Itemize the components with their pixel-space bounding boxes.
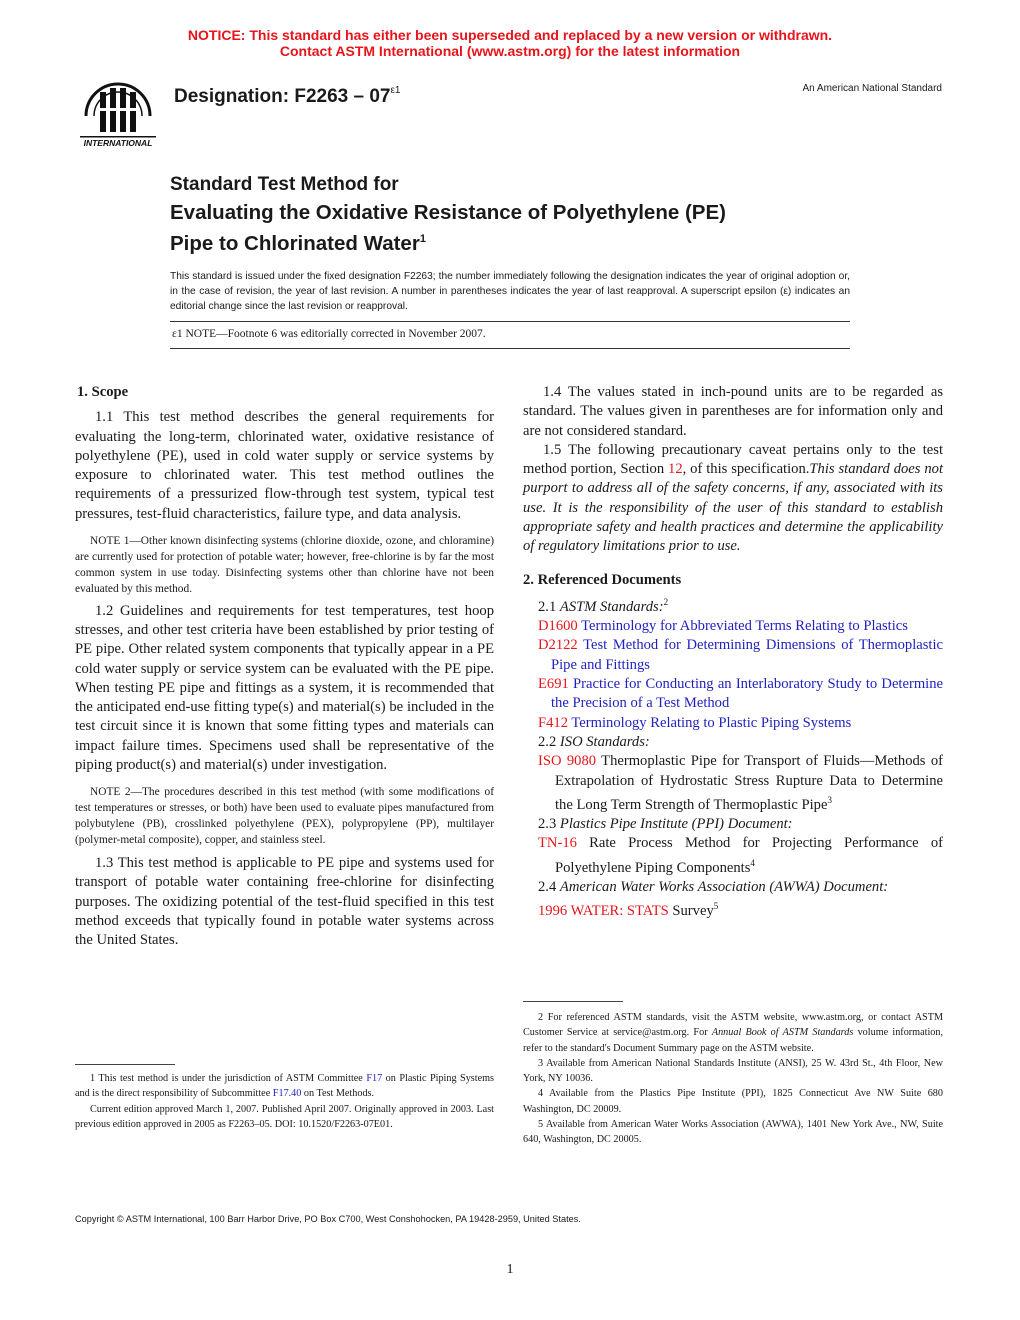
astm-logo xyxy=(76,72,160,150)
left-column xyxy=(75,383,494,950)
astm-ref-item xyxy=(523,714,943,733)
designation-label: Designation: F2263 – 07 xyxy=(174,86,391,107)
ppi-ref xyxy=(523,834,943,877)
iso-label: ISO Standards: xyxy=(559,733,650,750)
fn1-text-b: on Plastic Piping Systems and is the direct responsibility of Subcommittee xyxy=(75,1073,495,1100)
iso-sup: 3 xyxy=(827,794,832,805)
para-1-2: 1.2 Guidelines and requirements for test temperatures, test hoop stresses, and other test criteria have been established by prior testing of PE pipe. Other related system components that typically appear in a PE cold water supply or service system can be evaluated with the PE pipe. When testing PE pipe and fittings as a system, it is recommended that the anticipated end-use fitting type(s) and material(s) be included in the test circuit since it is known that some fitting types and materials can impact failure times. Specimens used shall be representative of the piping product(s) and material(s) under investigation. xyxy=(75,602,494,774)
note-2: NOTE 2—The procedures described in this test method (with some modifications of test temperatures or stresses, or both) have been used to evaluate pipes manufactured from polybutylene (PB), crosslinked polyethylene (PEX), polypropylene (PP), multilayer (polymer-metal composite), copper, and stainless steel. xyxy=(75,786,494,847)
fn2-italic: Annual Book of ASTM Standards xyxy=(711,1027,854,1039)
note-1: NOTE 1—Other known disinfecting systems (chlorine dioxide, ozone, and chloramine) are currently used for protection of potable water; however, free-chlorine is by far the most common system in use today. Disinfecting systems other than chlorine have not been evaluated by this method. xyxy=(75,535,494,595)
scope-heading: 1. Scope xyxy=(77,384,129,400)
divider-bottom xyxy=(170,348,850,349)
ref-code-link[interactable]: D2122 xyxy=(538,637,578,654)
ref-title-link[interactable]: Terminology for Abbreviated Terms Relating to Plastics xyxy=(581,618,908,635)
awwa-num: 2.4 xyxy=(538,878,557,895)
editorial-note: ε1 NOTE—Footnote 6 was editorially corrected in November 2007. xyxy=(172,328,486,340)
ppi-label-text: Plastics Pipe Institute (PPI) Document: xyxy=(559,815,793,832)
footnote-divider-left xyxy=(75,1064,175,1065)
astm-ref-item xyxy=(523,675,943,714)
title-line-3 xyxy=(170,226,870,257)
fn2-text-a: 2 For referenced ASTM standards, visit the ASTM website, www.astm.org, or contact ASTM Customer Service at service@astm.org. For xyxy=(523,1012,943,1039)
tn-16-link[interactable]: TN-16 xyxy=(538,835,577,852)
iso-num: 2.2 xyxy=(538,733,557,750)
para-1-3: 1.3 This test method is applicable to PE pipe and systems used for transport of potable water containing free-chlorine for disinfecting purposes. The oxidizing potential of the test-fluid specified in this test method exceeds that typically found in potable water systems across the United States. xyxy=(75,855,494,949)
title-main xyxy=(170,200,870,257)
page-number: 1 xyxy=(506,1262,514,1277)
astm-num: 2.1 xyxy=(538,598,557,615)
astm-label: ASTM Standards: xyxy=(559,598,664,615)
para-1-5-text-b: , of this specification. xyxy=(682,461,810,478)
iso-9080-link[interactable]: ISO 9080 xyxy=(538,753,597,770)
awwa-label-text: American Water Works Association (AWWA) Document: xyxy=(559,878,889,895)
iso-standards-label xyxy=(523,733,943,752)
footnote-4: 4 Available from the Plastics Pipe Institute (PPI), 1825 Connecticut Ave NW Suite 680 Washington, DC 20009. xyxy=(523,1088,943,1115)
ppi-label xyxy=(523,815,943,834)
designation xyxy=(174,86,401,108)
logo-sub-text: INTERNATIONAL xyxy=(83,138,153,148)
section-12-link[interactable]: 12 xyxy=(668,461,683,478)
ppi-title: Rate Process Method for Projecting Performance of Polyethylene Piping Components xyxy=(555,835,943,876)
ref-code-link[interactable]: D1600 xyxy=(538,618,578,635)
astm-ref-list xyxy=(523,617,943,733)
para-1-4: 1.4 The values stated in inch-pound units are to be regarded as standard. The values given in parentheses are for information only and are not considered standard. xyxy=(523,384,943,439)
footnote-1-edition: Current edition approved March 1, 2007. Published April 2007. Originally approved in 2003. Last previous edition approved in 2005 as F2263–05. DOI: 10.1520/F2263-07E01. xyxy=(75,1103,494,1130)
iso-ref xyxy=(523,752,943,815)
ref-code-link[interactable]: E691 xyxy=(538,676,569,693)
awwa-title: Survey xyxy=(672,902,714,919)
astm-ref-item xyxy=(523,617,943,636)
water-stats-link[interactable]: 1996 WATER: STATS xyxy=(538,902,669,919)
astm-ref-item xyxy=(523,636,943,675)
footnote-2 xyxy=(523,1010,943,1056)
ref-title-link[interactable]: Practice for Conducting an Interlaboratory Study to Determine the Precision of a Test Method xyxy=(551,676,944,712)
right-column xyxy=(523,383,943,921)
awwa-ref xyxy=(523,897,943,921)
astm-standards-label xyxy=(523,593,943,617)
issued-statement: This standard is issued under the fixed designation F2263; the number immediately following the designation indicates the year of original adoption or, in the case of revision, the year of last revision. A number in parentheses indicates the year of last reapproval. A superscript epsilon (ε) indicates an editorial change since the last revision or reapproval. xyxy=(170,271,850,312)
para-1-5 xyxy=(523,441,943,557)
american-national-standard: An American National Standard xyxy=(802,83,942,94)
ref-title-link[interactable]: Terminology Relating to Plastic Piping Systems xyxy=(571,714,852,731)
title-line-2: Evaluating the Oxidative Resistance of Polyethylene (PE) xyxy=(170,201,726,224)
fn1-text-a: 1 This test method is under the jurisdiction of ASTM Committee xyxy=(90,1073,363,1084)
ppi-num: 2.3 xyxy=(538,815,557,832)
footnote-divider-right xyxy=(523,1001,623,1002)
copyright: Copyright © ASTM International, 100 Barr Harbor Drive, PO Box C700, West Conshohocken, PA 19428-2959, United States. xyxy=(75,1214,581,1224)
fn1-text-c: on Test Methods. xyxy=(303,1088,375,1100)
notice-line-2: Contact ASTM International (www.astm.org) for the latest information xyxy=(279,43,741,59)
astm-logo-icon xyxy=(76,72,160,150)
para-1-1: 1.1 This test method describes the general requirements for evaluating the long-term, chlorinated water, oxidative resistance of polyethylene (PE), used in cold water supply or service systems by exposure to chlorinated water. This test method outlines the requirements of a pressurized flow-through test system, typical test pressures, test-fluid characteristics, failure type, and data analysis. xyxy=(75,409,494,522)
awwa-sup: 5 xyxy=(713,901,719,911)
footnote-3: 3 Available from American National Standards Institute (ANSI), 25 W. 43rd St., 4th Floor, New York, NY 10036. xyxy=(523,1057,943,1085)
iso-title: Thermoplastic Pipe for Transport of Fluids—Methods of Extrapolation of Hydrostatic Stress Rupture Data to Determine the Long Term Strength of Thermoplastic Pipe xyxy=(555,753,943,813)
footnote-1 xyxy=(75,1071,494,1102)
divider-top xyxy=(170,321,850,322)
refdocs-heading: 2. Referenced Documents xyxy=(523,571,682,588)
committee-link[interactable]: F17 xyxy=(366,1073,383,1084)
subcommittee-link[interactable]: F17.40 xyxy=(272,1088,302,1100)
safety-caveat: This standard does not purport to address all of the safety concerns, if any, associated with its use. It is the responsibility of the user of this standard to establish appropriate safety and health practices and determine the applicability of regulatory limitations prior to use. xyxy=(523,461,943,555)
ppi-sup: 4 xyxy=(750,857,755,868)
ref-title-link[interactable]: Test Method for Determining Dimensions of Thermoplastic Pipe and Fittings xyxy=(551,637,943,673)
title-line-1: Standard Test Method for xyxy=(170,174,399,195)
footnotes-left xyxy=(75,1071,494,1132)
footnote-5: 5 Available from American Water Works Association (AWWA), 1401 New York Ave., NW, Suite 640, Washington, DC 20005. xyxy=(523,1119,943,1146)
awwa-label xyxy=(523,878,943,897)
designation-sup: ε1 xyxy=(390,84,401,96)
astm-sup: 2 xyxy=(663,596,669,607)
title-line-3-text: Pipe to Chlorinated Water xyxy=(170,231,420,255)
fn2-text-b: volume information, refer to the standard's Document Summary page on the ASTM website. xyxy=(523,1027,944,1054)
title-sup: 1 xyxy=(419,233,426,245)
notice-line-1: NOTICE: This standard has either been superseded and replaced by a new version or withdrawn. xyxy=(187,27,833,43)
footnotes-right xyxy=(523,1010,943,1148)
ref-code-link[interactable]: F412 xyxy=(538,714,569,731)
para-1-5-text: 1.5 The following precautionary caveat pertains only to the test method portion, Section xyxy=(523,441,943,478)
